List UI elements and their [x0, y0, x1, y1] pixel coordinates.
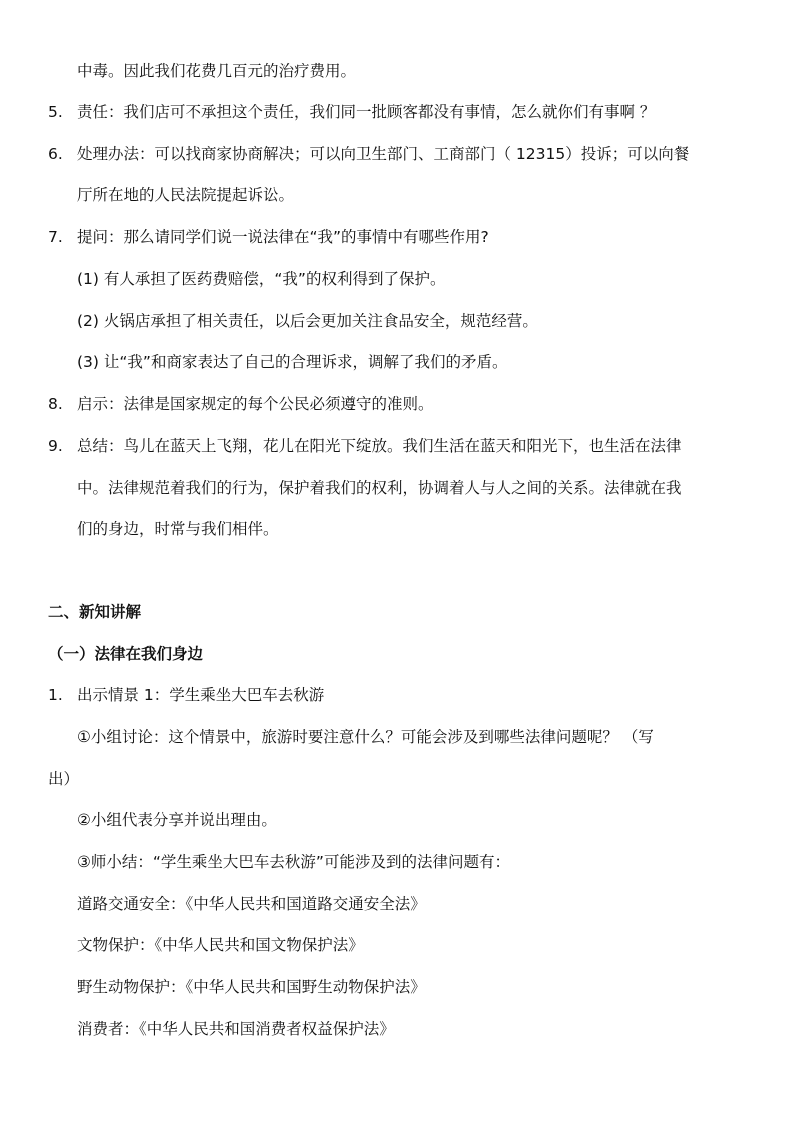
section-item-1-text: 出示情景 1：学生乘坐大巴车去秋游 — [77, 686, 325, 704]
law-item-wildlife: 野生动物保护：《中华人民共和国野生动物保护法》 — [77, 978, 426, 996]
step-1-line2: 出） — [48, 770, 80, 788]
law-item-consumer: 消费者：《中华人民共和国消费者权益保护法》 — [77, 1020, 395, 1038]
law-item-traffic: 道路交通安全：《中华人民共和国道路交通安全法》 — [77, 895, 426, 913]
list-item-6-text-line2: 厅所在地的人民法院提起诉讼。 — [77, 186, 295, 204]
section-heading: 二、新知讲解 — [48, 603, 142, 621]
step-2: ②小组代表分享并说出理由。 — [77, 811, 277, 829]
sub-item-2: (2) 火锅店承担了相关责任，以后会更加关注食品安全，规范经营。 — [77, 312, 538, 330]
list-item-9-text-line1: 总结：鸟儿在蓝天上飞翔，花儿在阳光下绽放。我们生活在蓝天和阳光下，也生活在法律 — [77, 437, 682, 455]
section-subheading: （一）法律在我们身边 — [48, 645, 204, 663]
list-item-7-text: 提问：那么请同学们说一说法律在“我”的事情中有哪些作用? — [77, 228, 489, 246]
step-3: ③师小结：“学生乘坐大巴车去秋游”可能涉及到的法律问题有： — [77, 853, 510, 871]
list-item-8-text: 启示：法律是国家规定的每个公民必须遵守的准则。 — [77, 395, 434, 413]
list-item-number-8: 8. — [48, 395, 63, 413]
law-item-relics: 文物保护：《中华人民共和国文物保护法》 — [77, 936, 364, 954]
list-item-9-text-line3: 们的身边，时常与我们相伴。 — [77, 520, 279, 538]
list-item-number-9: 9. — [48, 437, 63, 455]
list-item-number-5: 5. — [48, 103, 63, 121]
list-item-6-text-line1: 处理办法：可以找商家协商解决；可以向卫生部门、工商部门（ 12315）投诉；可以向餐 — [77, 145, 690, 163]
sub-item-3: (3) 让“我”和商家表达了自己的合理诉求，调解了我们的矛盾。 — [77, 353, 508, 371]
sub-item-1: (1) 有人承担了医药费赔偿，“我”的权利得到了保护。 — [77, 270, 446, 288]
step-1-line1: ①小组讨论：这个情景中，旅游时要注意什么？可能会涉及到哪些法律问题呢？ （写 — [77, 728, 654, 746]
list-item-5-text: 责任：我们店可不承担这个责任，我们同一批顾客都没有事情，怎么就你们有事啊 ？ — [77, 103, 656, 121]
list-item-9-text-line2: 中。法律规范着我们的行为，保护着我们的权利，协调着人与人之间的关系。法律就在我 — [77, 479, 682, 497]
continued-paragraph-line: 中毒。因此我们花费几百元的治疗费用。 — [77, 62, 357, 80]
list-item-number-7: 7. — [48, 228, 63, 246]
list-item-number-6: 6. — [48, 145, 63, 163]
section-item-number-1: 1. — [48, 686, 63, 704]
